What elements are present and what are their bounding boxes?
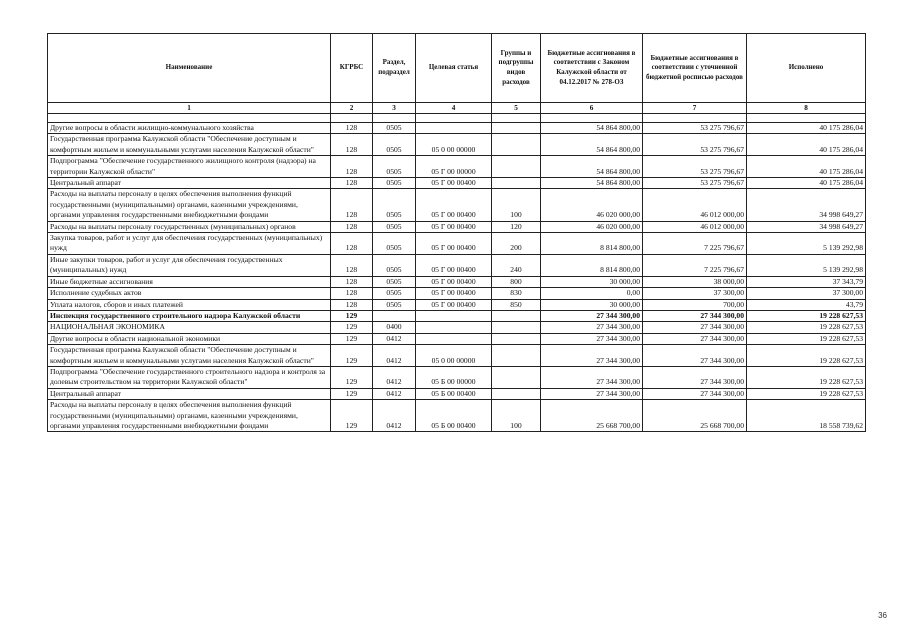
col-number: 6 <box>541 103 643 114</box>
cell-group <box>492 322 541 333</box>
cell-name: Закупка товаров, работ и услуг для обеспечения государственных (муниципальных) нужд <box>48 233 331 255</box>
page-number: 36 <box>878 611 887 620</box>
cell-name: НАЦИОНАЛЬНАЯ ЭКОНОМИКА <box>48 322 331 333</box>
header-done: Исполнено <box>747 34 866 103</box>
cell-group <box>492 156 541 178</box>
col-number: 2 <box>331 103 373 114</box>
cell-group: 830 <box>492 288 541 299</box>
cell-group: 120 <box>492 221 541 232</box>
cell-section: 0400 <box>373 322 416 333</box>
cell-group <box>492 178 541 189</box>
table-row <box>48 123 866 134</box>
cell-target <box>416 333 492 344</box>
cell-refined-amount: 38 000,00 <box>643 276 747 287</box>
cell-executed-amount: 37 300,00 <box>747 288 866 299</box>
table-row <box>48 366 866 388</box>
table-row <box>48 388 866 399</box>
cell-kgrbs: 128 <box>331 276 373 287</box>
cell-law-amount: 30 000,00 <box>541 299 643 310</box>
table-row <box>48 189 866 221</box>
cell-refined-amount: 53 275 796,67 <box>643 134 747 156</box>
cell-kgrbs: 129 <box>331 310 373 321</box>
table-row <box>48 322 866 333</box>
cell-section: 0505 <box>373 134 416 156</box>
cell-law-amount: 27 344 300,00 <box>541 345 643 367</box>
cell-kgrbs: 128 <box>331 156 373 178</box>
cell-target: 05 Г 00 00400 <box>416 221 492 232</box>
cell-refined-amount: 27 344 300,00 <box>643 345 747 367</box>
cell-section: 0412 <box>373 366 416 388</box>
cell-refined-amount: 27 344 300,00 <box>643 333 747 344</box>
table-row <box>48 333 866 344</box>
cell-group: 240 <box>492 254 541 276</box>
cell-kgrbs: 128 <box>331 288 373 299</box>
cell-law-amount: 54 864 800,00 <box>541 123 643 134</box>
cell-group: 100 <box>492 400 541 432</box>
cell-name: Другие вопросы в области жилищно-коммунального хозяйства <box>48 123 331 134</box>
cell-section: 0412 <box>373 345 416 367</box>
cell-target: 05 Г 00 00400 <box>416 254 492 276</box>
cell-law-amount: 27 344 300,00 <box>541 310 643 321</box>
cell-section: 0505 <box>373 123 416 134</box>
cell-refined-amount: 700,00 <box>643 299 747 310</box>
cell-law-amount: 46 020 000,00 <box>541 189 643 221</box>
table-row <box>48 345 866 367</box>
cell-law-amount: 27 344 300,00 <box>541 366 643 388</box>
cell-group <box>492 134 541 156</box>
cell-law-amount: 54 864 800,00 <box>541 178 643 189</box>
table-row <box>48 178 866 189</box>
cell-name: Центральный аппарат <box>48 388 331 399</box>
header-name: Наименование <box>48 34 331 103</box>
cell-name: Расходы на выплаты персоналу в целях обеспечения выполнения функций государственными (муниципальными) органами, казенными учреждениями, органами управления государственными внебюджетными фондами <box>48 189 331 221</box>
col-number: 4 <box>416 103 492 114</box>
cell-target: 05 Г 00 00400 <box>416 276 492 287</box>
table-row <box>48 276 866 287</box>
cell-refined-amount: 7 225 796,67 <box>643 254 747 276</box>
col-number: 7 <box>643 103 747 114</box>
cell-kgrbs: 129 <box>331 333 373 344</box>
table-header-row <box>48 34 866 103</box>
header-section: Раздел, подраздел <box>373 34 416 103</box>
cell-law-amount: 54 864 800,00 <box>541 156 643 178</box>
cell-executed-amount: 34 998 649,27 <box>747 189 866 221</box>
cell-refined-amount: 46 012 000,00 <box>643 221 747 232</box>
cell-executed-amount: 40 175 286,04 <box>747 123 866 134</box>
cell-kgrbs: 129 <box>331 345 373 367</box>
col-number: 8 <box>747 103 866 114</box>
cell-executed-amount: 5 139 292,98 <box>747 254 866 276</box>
cell-name: Центральный аппарат <box>48 178 331 189</box>
cell-target: 05 Г 00 00400 <box>416 299 492 310</box>
cell-executed-amount: 40 175 286,04 <box>747 178 866 189</box>
cell-group <box>492 333 541 344</box>
cell-executed-amount: 43,79 <box>747 299 866 310</box>
cell-section: 0505 <box>373 288 416 299</box>
cell-group <box>492 345 541 367</box>
cell-section <box>373 310 416 321</box>
cell-group <box>492 123 541 134</box>
table-row <box>48 156 866 178</box>
cell-kgrbs: 128 <box>331 299 373 310</box>
cell-group <box>492 388 541 399</box>
cell-group: 850 <box>492 299 541 310</box>
cell-target: 05 Г 00 00400 <box>416 233 492 255</box>
column-number-row <box>48 103 866 114</box>
cell-section: 0505 <box>373 156 416 178</box>
cell-kgrbs: 128 <box>331 189 373 221</box>
cell-kgrbs: 128 <box>331 178 373 189</box>
cell-refined-amount: 25 668 700,00 <box>643 400 747 432</box>
cell-target: 05 Г 00 00400 <box>416 189 492 221</box>
cell-executed-amount: 19 228 627,53 <box>747 366 866 388</box>
cell-executed-amount: 19 228 627,53 <box>747 322 866 333</box>
cell-target: 05 Б 00 00400 <box>416 388 492 399</box>
table-row <box>48 134 866 156</box>
cell-section: 0505 <box>373 299 416 310</box>
cell-section: 0412 <box>373 388 416 399</box>
cell-name: Исполнение судебных актов <box>48 288 331 299</box>
table-row <box>48 288 866 299</box>
cell-executed-amount: 40 175 286,04 <box>747 134 866 156</box>
cell-kgrbs: 128 <box>331 254 373 276</box>
cell-executed-amount: 19 228 627,53 <box>747 388 866 399</box>
header-groups: Группы и подгруппы видов расходов <box>492 34 541 103</box>
cell-refined-amount: 46 012 000,00 <box>643 189 747 221</box>
cell-name: Расходы на выплаты персоналу государственных (муниципальных) органов <box>48 221 331 232</box>
cell-kgrbs: 128 <box>331 134 373 156</box>
table-row <box>48 233 866 255</box>
cell-law-amount: 27 344 300,00 <box>541 322 643 333</box>
cell-refined-amount: 53 275 796,67 <box>643 178 747 189</box>
cell-executed-amount: 37 343,79 <box>747 276 866 287</box>
cell-law-amount: 30 000,00 <box>541 276 643 287</box>
table-row <box>48 221 866 232</box>
cell-name: Подпрограмма "Обеспечение государственного строительного надзора и контроля за долевым строительством на территории Калужской области" <box>48 366 331 388</box>
cell-section: 0505 <box>373 221 416 232</box>
cell-section: 0412 <box>373 333 416 344</box>
table-body <box>48 114 866 432</box>
cell-target <box>416 322 492 333</box>
cell-kgrbs: 129 <box>331 366 373 388</box>
table-row <box>48 400 866 432</box>
cell-section: 0505 <box>373 254 416 276</box>
cell-refined-amount: 27 344 300,00 <box>643 310 747 321</box>
cell-executed-amount: 19 228 627,53 <box>747 333 866 344</box>
cell-law-amount: 27 344 300,00 <box>541 333 643 344</box>
cell-name: Государственная программа Калужской области "Обеспечение доступным и комфортным жильем и коммунальными услугами населения Калужской области" <box>48 345 331 367</box>
cell-law-amount: 27 344 300,00 <box>541 388 643 399</box>
cell-section: 0412 <box>373 400 416 432</box>
cell-name: Иные закупки товаров, работ и услуг для обеспечения государственных (муниципальных) нужд <box>48 254 331 276</box>
cell-refined-amount: 53 275 796,67 <box>643 156 747 178</box>
cell-section: 0505 <box>373 233 416 255</box>
cell-refined-amount: 37 300,00 <box>643 288 747 299</box>
header-law: Бюджетные ассигнования в соответствии с Законом Калужской области от 04.12.2017 № 278-ОЗ <box>541 34 643 103</box>
table-row <box>48 299 866 310</box>
cell-target: 05 0 00 00000 <box>416 345 492 367</box>
cell-name: Подпрограмма "Обеспечение государственного жилищного контроля (надзора) на территории Калужской области" <box>48 156 331 178</box>
cell-law-amount: 8 814 800,00 <box>541 254 643 276</box>
cell-group: 100 <box>492 189 541 221</box>
cell-name: Государственная программа Калужской области "Обеспечение доступным и комфортным жильем и коммунальными услугами населения Калужской области" <box>48 134 331 156</box>
cell-group <box>492 366 541 388</box>
cell-name: Другие вопросы в области национальной экономики <box>48 333 331 344</box>
cell-law-amount: 8 814 800,00 <box>541 233 643 255</box>
cell-executed-amount: 5 139 292,98 <box>747 233 866 255</box>
cell-refined-amount: 27 344 300,00 <box>643 388 747 399</box>
col-number: 5 <box>492 103 541 114</box>
table-row <box>48 310 866 321</box>
cell-executed-amount: 18 558 739,62 <box>747 400 866 432</box>
cell-kgrbs: 129 <box>331 322 373 333</box>
cell-target: 05 0 00 00000 <box>416 134 492 156</box>
header-refined: Бюджетные ассигнования в соответствии с уточненной бюджетной росписью расходов <box>643 34 747 103</box>
cell-law-amount: 0,00 <box>541 288 643 299</box>
header-kgrbs: КГРБС <box>331 34 373 103</box>
cell-target <box>416 123 492 134</box>
cell-kgrbs: 128 <box>331 123 373 134</box>
cell-target <box>416 310 492 321</box>
cell-name: Инспекция государственного строительного надзора Калужской области <box>48 310 331 321</box>
col-number: 3 <box>373 103 416 114</box>
cell-group <box>492 310 541 321</box>
cell-law-amount: 46 020 000,00 <box>541 221 643 232</box>
cell-group: 200 <box>492 233 541 255</box>
spacer-row <box>48 114 866 123</box>
col-number: 1 <box>48 103 331 114</box>
cell-name: Иные бюджетные ассигнования <box>48 276 331 287</box>
cell-name: Расходы на выплаты персоналу в целях обеспечения выполнения функций государственными (муниципальными) органами, казенными учреждениями, органами управления государственными внебюджетными фондами <box>48 400 331 432</box>
cell-kgrbs: 128 <box>331 233 373 255</box>
cell-target: 05 Б 00 00400 <box>416 400 492 432</box>
cell-executed-amount: 34 998 649,27 <box>747 221 866 232</box>
cell-law-amount: 54 864 800,00 <box>541 134 643 156</box>
table-row <box>48 254 866 276</box>
cell-executed-amount: 19 228 627,53 <box>747 310 866 321</box>
cell-kgrbs: 129 <box>331 388 373 399</box>
cell-target: 05 Б 00 00000 <box>416 366 492 388</box>
budget-report-page <box>47 33 865 432</box>
cell-kgrbs: 128 <box>331 221 373 232</box>
cell-group: 800 <box>492 276 541 287</box>
cell-name: Уплата налогов, сборов и иных платежей <box>48 299 331 310</box>
cell-refined-amount: 53 275 796,67 <box>643 123 747 134</box>
header-target: Целевая статья <box>416 34 492 103</box>
cell-executed-amount: 19 228 627,53 <box>747 345 866 367</box>
cell-section: 0505 <box>373 276 416 287</box>
cell-refined-amount: 27 344 300,00 <box>643 322 747 333</box>
cell-executed-amount: 40 175 286,04 <box>747 156 866 178</box>
cell-target: 05 Г 00 00400 <box>416 178 492 189</box>
cell-target: 05 Г 00 00000 <box>416 156 492 178</box>
cell-section: 0505 <box>373 178 416 189</box>
cell-law-amount: 25 668 700,00 <box>541 400 643 432</box>
cell-section: 0505 <box>373 189 416 221</box>
cell-refined-amount: 27 344 300,00 <box>643 366 747 388</box>
budget-table <box>47 33 866 432</box>
cell-target: 05 Г 00 00400 <box>416 288 492 299</box>
cell-refined-amount: 7 225 796,67 <box>643 233 747 255</box>
cell-kgrbs: 129 <box>331 400 373 432</box>
